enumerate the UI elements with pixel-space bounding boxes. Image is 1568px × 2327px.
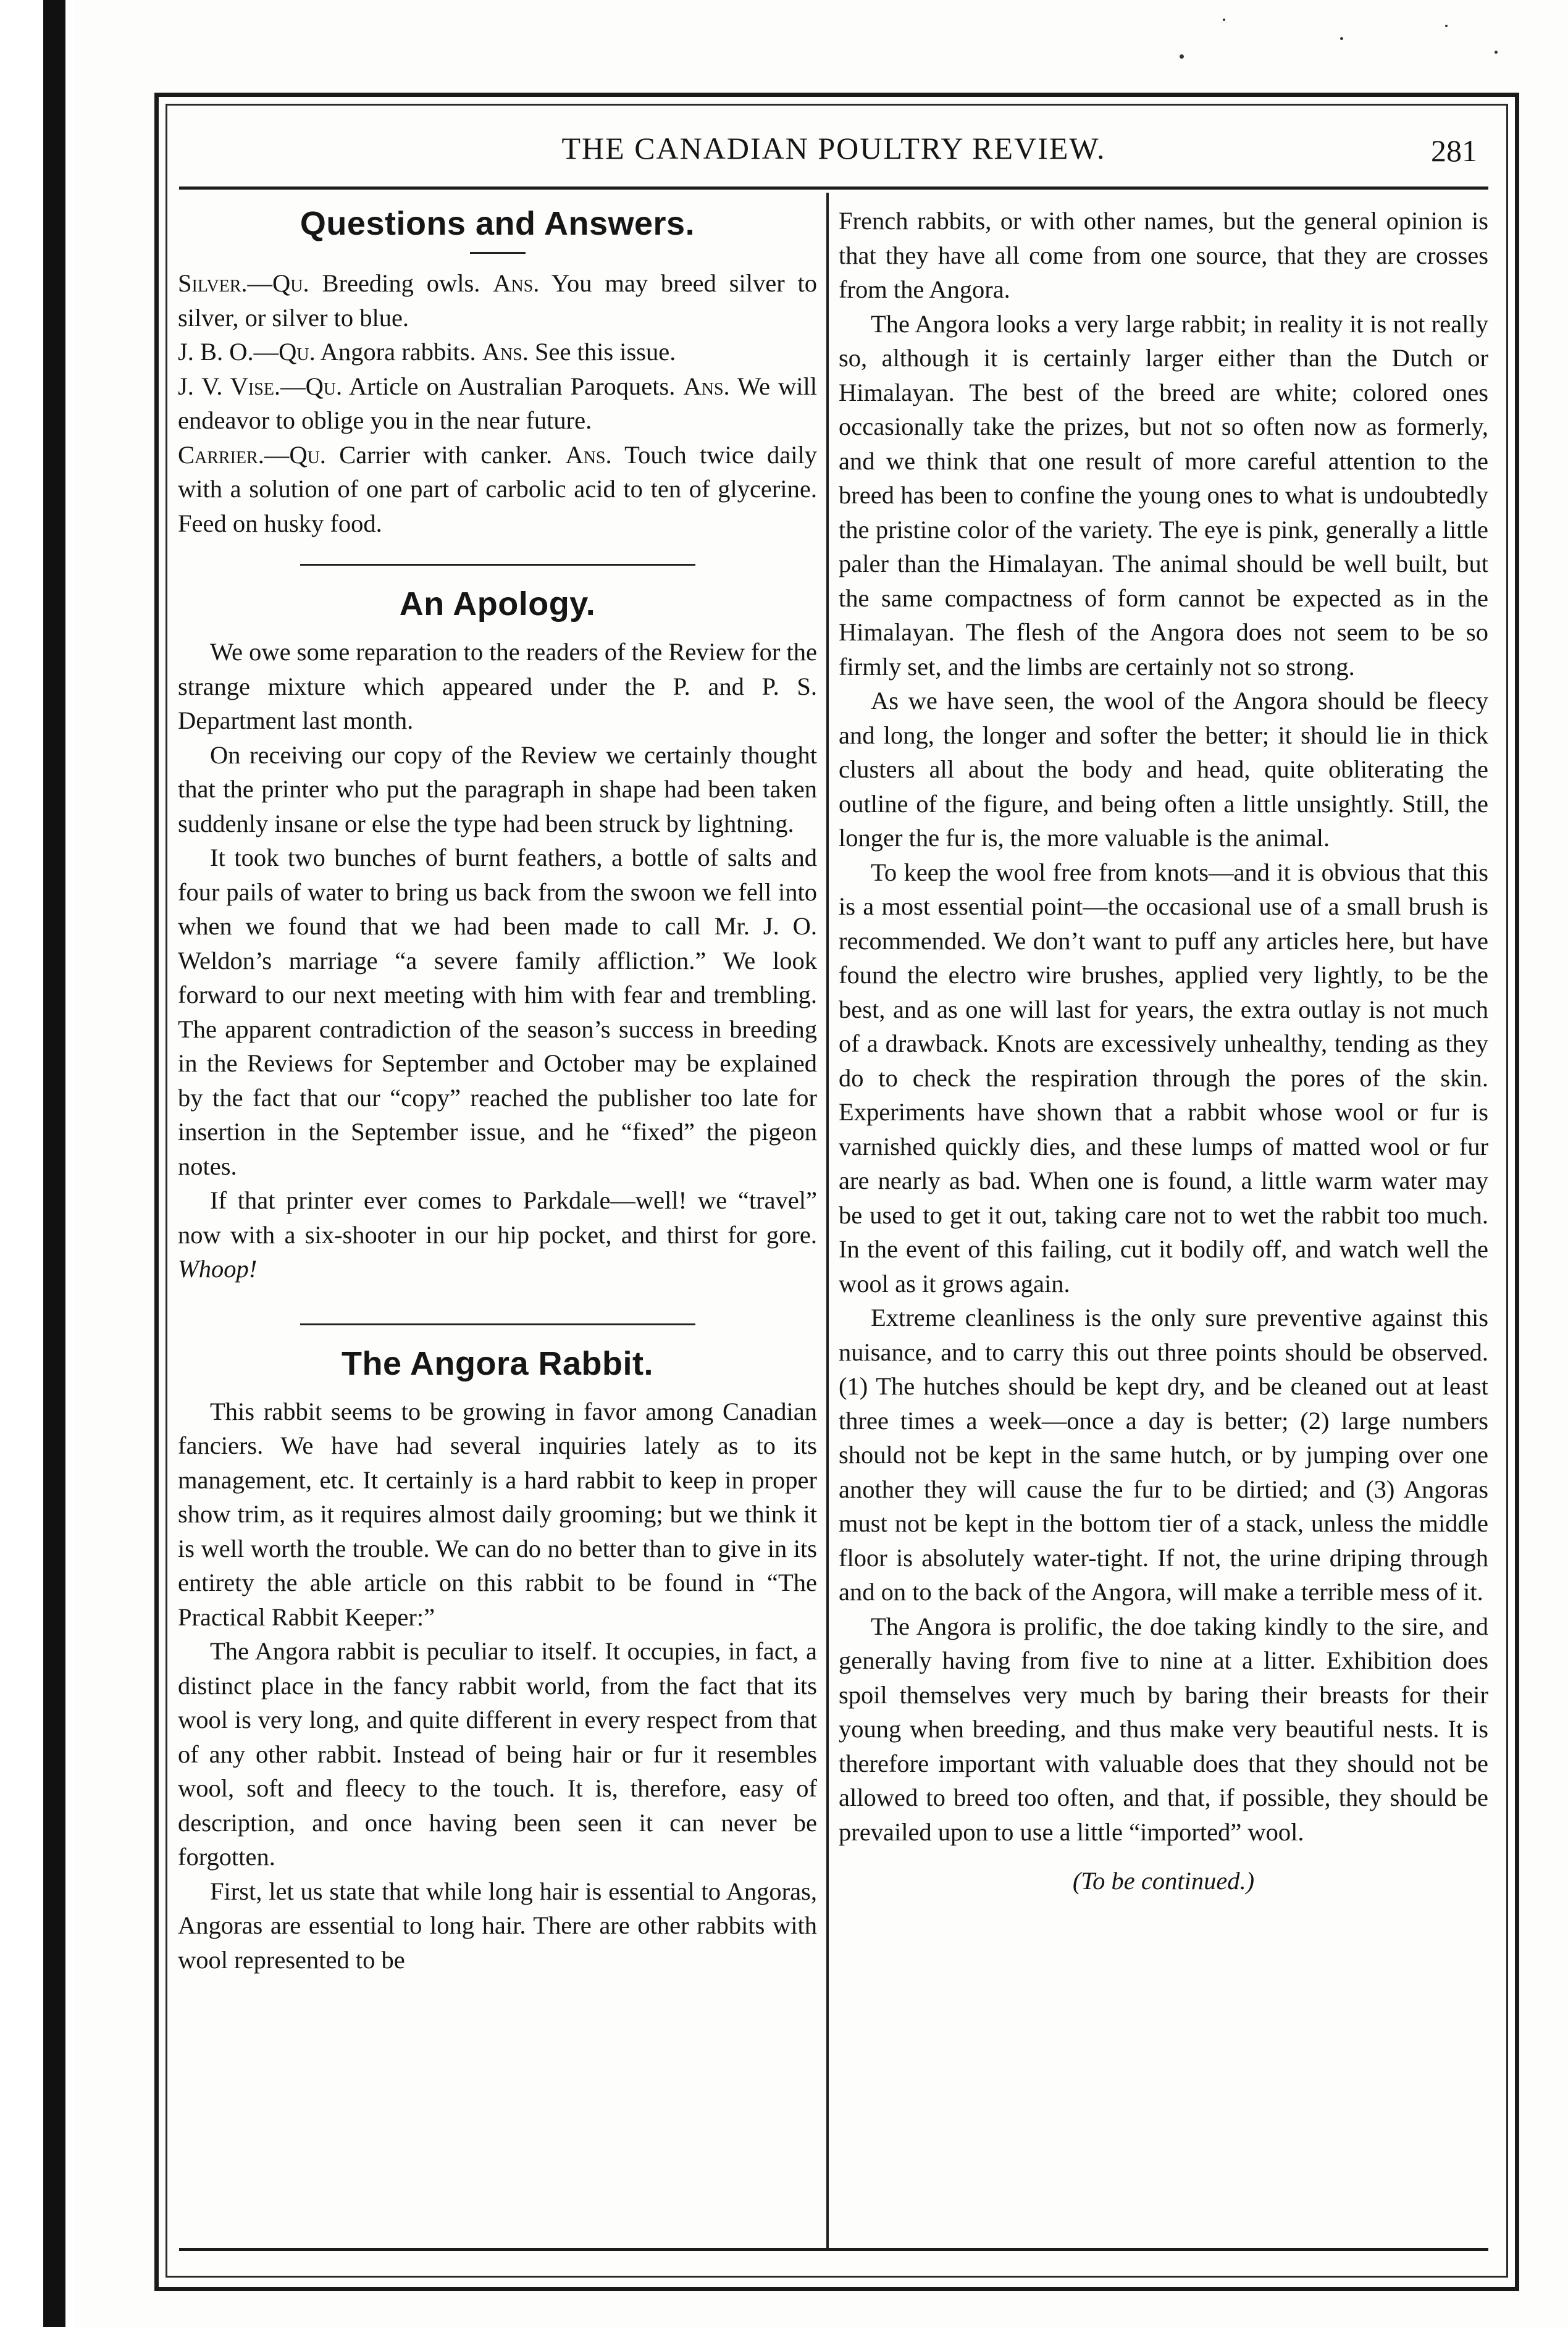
- journal-title: THE CANADIAN POULTRY REVIEW.: [561, 131, 1106, 166]
- to-be-continued-note: (To be continued.): [1072, 1867, 1255, 1895]
- body-paragraph: The Angora looks a very large rabbit; in reality it is not really so, although it is certainly larger either than the Dutch or Himalayan. The best of the breed are white; colored ones occasionally take the prizes, but not so often now as formerly, and we think that one result of more careful attention to the breed has been to confine the young ones to what is undoubtedly the pristine color of the variety. The eye is pink, generally a little paler than the Himalayan. The animal should be well built, but the same compactness of form cannot be expected as in the Himalayan. The flesh of the Angora does not seem to be so firmly set, and the limbs are certainly not so strong.: [839, 309, 1488, 681]
- body-paragraph: The Angora rabbit is peculiar to itself. It occupies, in fact, a distinct place in the fancy rabbit world, from the fact that its wool is very long, and quite different in every respect from that of any other rabbit. Instead of being hair or fur it resembles wool, soft and fleecy to the touch. It is, therefore, easy of description, and once having been seen it can never be forgotten.: [178, 1637, 817, 1871]
- apology-heading: An Apology.: [399, 585, 596, 623]
- column-divider: [826, 193, 829, 2249]
- qa-entry: Silver.—Qu. Breeding owls. Ans. You may breed silver to silver, or silver to blue.: [178, 269, 818, 332]
- body-paragraph: It took two bunches of burnt feathers, a bottle of salts and four pails of water to bring us back from the swoon we fell into when we found that we had been made to call Mr. J. O. Weldon’s marriage “a severe family affliction.” We look forward to our next meeting with him with fear and trembling. The apparent contradiction of the season’s success in breeding in the Reviews for September and October may be explained by the fact that our “copy” reached the publisher too late for insertion in the September issue, and he “fixed” the pigeon notes.: [178, 844, 817, 1180]
- running-head: [179, 127, 1488, 176]
- body-paragraph: If that printer ever comes to Parkdale—well! we “travel” now with a six-shooter in our hip pocket, and thirst for gore. Whoop!: [178, 1186, 817, 1283]
- qa-heading: Questions and Answers.: [300, 205, 695, 242]
- qa-entry: J. B. O.—Qu. Angora rabbits. Ans. See this issue.: [178, 338, 676, 366]
- continued-text: French rabbits, or with other names, but the general opinion is that they have all come from one source, that they are crosses from the Angora.: [839, 207, 1488, 303]
- section-divider: [300, 564, 695, 566]
- header-rule: [179, 187, 1488, 190]
- page-number: 281: [1431, 133, 1477, 168]
- body-paragraph: To keep the wool free from knots—and it is obvious that this is a most essential point—the occasional use of a small brush is recommended. We don’t want to puff any articles here, but have found the electro wire brushes, applied very lightly, to be the best, and as one will last for years, the extra outlay is not much of a drawback. Knots are excessively unhealthy, tending as they do to check the respiration through the pores of the skin. Experiments have shown that a rabbit whose wool or fur is varnished quickly dies, and these lumps of matted wool or fur are nearly as bad. When one is found, a little warm water may be used to get it out, taking care not to wet the rabbit too much. In the event of this failing, cut it bodily off, and watch well the wool as it grows again.: [839, 858, 1488, 1298]
- scan-binding-edge: [0, 0, 74, 2327]
- footer-rule: [179, 2248, 1488, 2251]
- left-column: [178, 204, 817, 1977]
- qa-entry: J. V. Vise.—Qu. Article on Australian Paroquets. Ans. We will endeavor to oblige you in the near future.: [178, 372, 818, 434]
- body-paragraph: We owe some reparation to the readers of the Review for the strange mixture which appeared under the P. and P. S. Department last month.: [178, 638, 817, 734]
- heading-rule: [470, 252, 526, 254]
- body-paragraph: This rabbit seems to be growing in favor among Canadian fanciers. We have had several inquiries lately as to its management, etc. It certainly is a hard rabbit to keep in proper show trim, as it requires almost daily grooming; but we think it is well worth the trouble. We can do no better than to give in its entirety the able article on this rabbit to be found in “The Practical Rabbit Keeper:”: [178, 1397, 817, 1631]
- qa-entry: Carrier.—Qu. Carrier with canker. Ans. Touch twice daily with a solution of one part of carbolic acid to ten of glycerine. Feed on husky food.: [178, 440, 818, 537]
- section-divider: [300, 1323, 695, 1325]
- body-paragraph: The Angora is prolific, the doe taking kindly to the sire, and generally having from five to nine at a litter. Exhibition does spoil themselves very much by baring their breasts for their young when breeding, and thus make very beautiful nests. It is therefore important with valuable does that they should not be allowed to breed too often, and that, if possible, they should be prevailed upon to use a little “imported” wool.: [839, 1612, 1488, 1846]
- rabbit-heading: The Angora Rabbit.: [342, 1344, 653, 1382]
- body-paragraph: On receiving our copy of the Review we certainly thought that the printer who put the paragraph in shape had been taken suddenly insane or else the type had been struck by lightning.: [178, 740, 817, 837]
- closing-exclamation: Whoop!: [178, 1255, 258, 1283]
- body-paragraph: First, let us state that while long hair is essential to Angoras, Angoras are essential to long hair. There are other rabbits with wool represented to be: [178, 1877, 817, 1974]
- right-column: [839, 204, 1488, 1898]
- body-paragraph: Extreme cleanliness is the only sure preventive against this nuisance, and to carry this out three points should be observed. (1) The hutches should be kept dry, and be cleaned out at least three times a week—once a day is better; (2) large numbers should not be kept in the same hutch, or by jumping over one another they will cause the fur to be dirtied; and (3) Angoras must not be kept in the bottom tier of a stack, unless the middle floor is absolutely water-tight. If not, the urine driping through and on to the back of the Angora, will make a terrible mess of it.: [839, 1304, 1488, 1606]
- body-paragraph: As we have seen, the wool of the Angora should be fleecy and long, the longer and softer the better; it should lie in thick clusters all about the body and head, quite obliterating the outline of the figure, and being often a little unsightly. Still, the longer the fur is, the more valuable is the animal.: [839, 687, 1488, 852]
